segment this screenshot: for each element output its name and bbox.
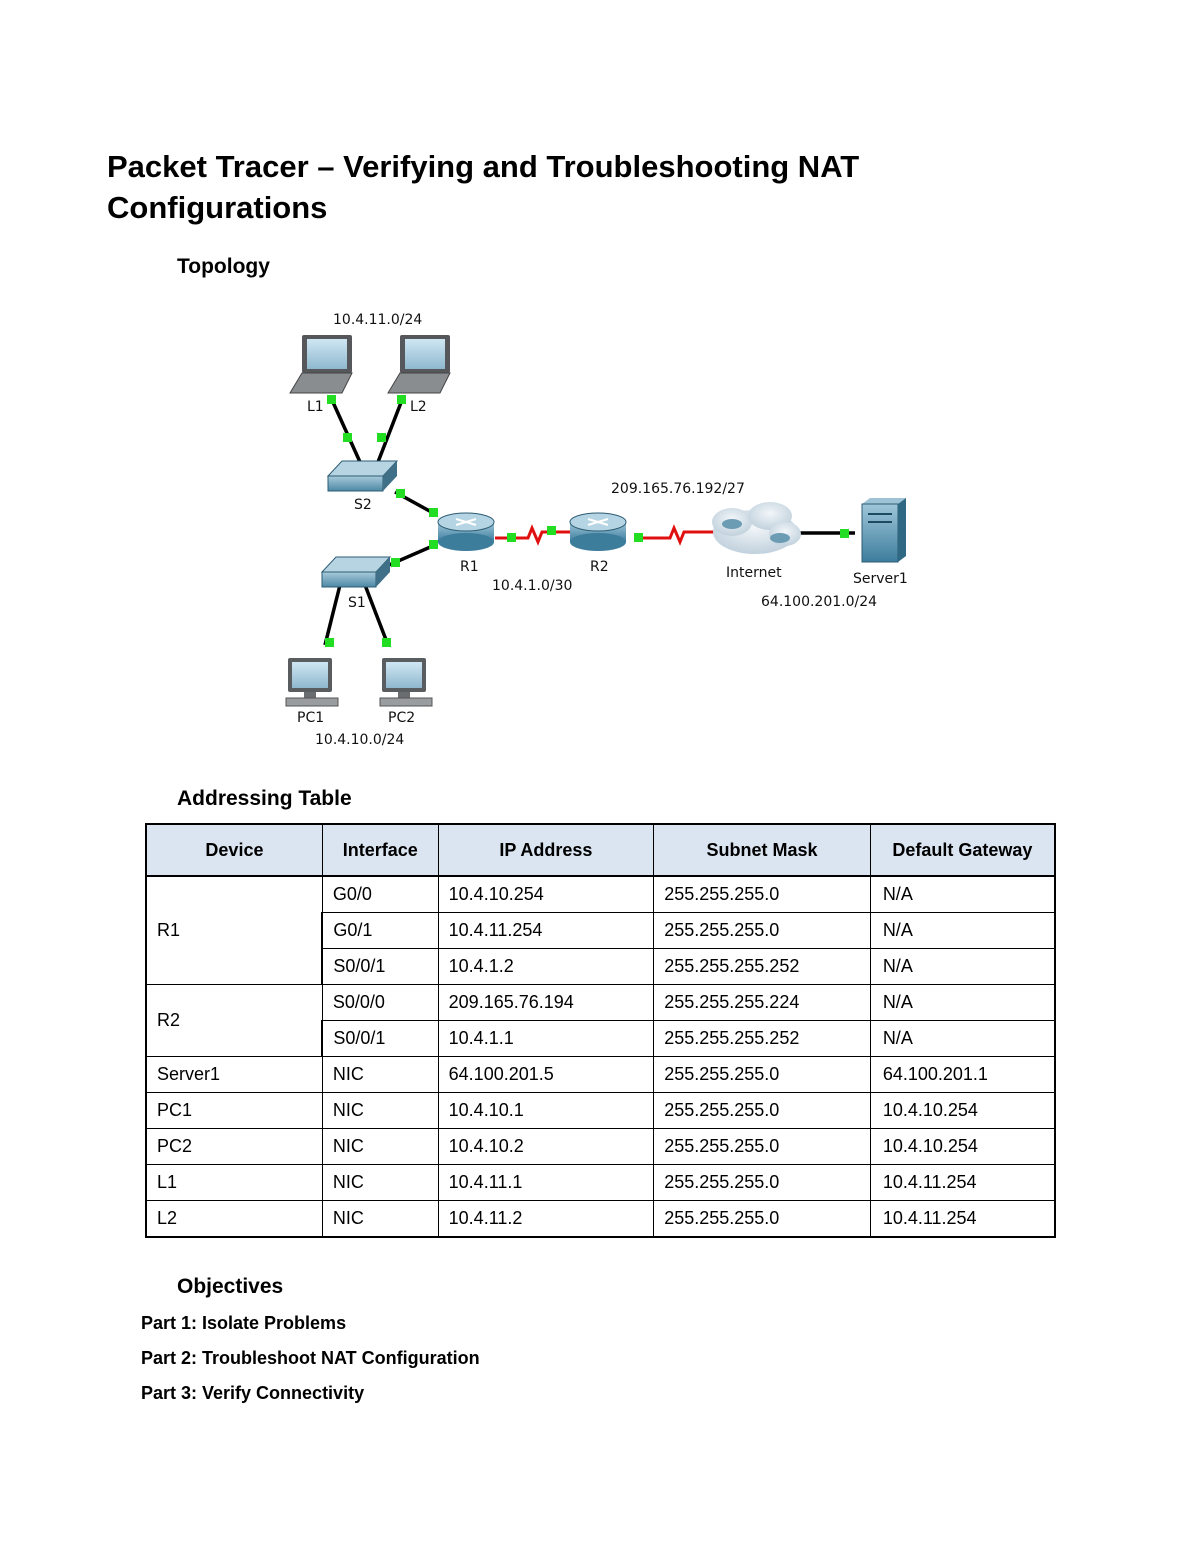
cell-device: Server1 [146, 1057, 322, 1093]
cell-device: L2 [146, 1201, 322, 1238]
col-header-gateway: Default Gateway [870, 824, 1055, 876]
table-row [146, 1201, 1055, 1238]
cell-gateway: N/A [870, 949, 1055, 985]
cell-interface: NIC [322, 1129, 438, 1165]
cell-gateway: 10.4.10.254 [870, 1129, 1055, 1165]
label-l2: L2 [410, 399, 427, 415]
cell-ip: 64.100.201.5 [438, 1057, 654, 1093]
cell-ip: 10.4.10.254 [438, 876, 654, 913]
cell-ip: 10.4.11.254 [438, 913, 654, 949]
cell-gateway: 10.4.10.254 [870, 1093, 1055, 1129]
switch-s1-icon [322, 557, 390, 587]
cell-ip: 10.4.11.2 [438, 1201, 654, 1238]
cell-ip: 10.4.10.1 [438, 1093, 654, 1129]
objectives-heading: Objectives [177, 1275, 284, 1298]
page-title: Packet Tracer – Verifying and Troubleshooting NAT Configurations [107, 149, 860, 225]
cell-interface: NIC [322, 1093, 438, 1129]
cell-device: PC2 [146, 1129, 322, 1165]
cell-ip: 10.4.1.1 [438, 1021, 654, 1057]
net-label-server: 64.100.201.0/24 [761, 594, 878, 610]
cell-interface: G0/1 [322, 913, 438, 949]
table-row [146, 1129, 1055, 1165]
server-icon [862, 498, 906, 562]
laptop-l2-icon [388, 335, 450, 393]
cell-interface: G0/0 [322, 876, 438, 913]
internet-cloud-icon [712, 502, 801, 554]
table-row [146, 1093, 1055, 1129]
cell-gateway: 10.4.11.254 [870, 1165, 1055, 1201]
cell-gateway: N/A [870, 1021, 1055, 1057]
addressing-table [145, 823, 1056, 1238]
table-row [146, 1057, 1055, 1093]
cell-gateway: N/A [870, 985, 1055, 1021]
col-header-ip: IP Address [438, 824, 654, 876]
cell-interface: NIC [322, 1165, 438, 1201]
cell-interface: S0/0/0 [322, 985, 438, 1021]
col-header-interface: Interface [322, 824, 438, 876]
label-r1: R1 [460, 559, 479, 575]
table-row [146, 985, 1055, 1021]
label-r2: R2 [590, 559, 609, 575]
objective-part-1: Part 1: Isolate Problems [141, 1313, 347, 1333]
net-label-lan-top: 10.4.11.0/24 [333, 312, 423, 328]
label-pc1: PC1 [297, 710, 325, 726]
label-s2: S2 [354, 497, 372, 513]
cell-ip: 10.4.1.2 [438, 949, 654, 985]
cell-mask: 255.255.255.252 [654, 949, 871, 985]
table-header-row [146, 824, 1055, 876]
cell-device: PC1 [146, 1093, 322, 1129]
cell-mask: 255.255.255.0 [654, 1165, 871, 1201]
cell-gateway: 64.100.201.1 [870, 1057, 1055, 1093]
pc1-icon [286, 658, 338, 706]
switch-s2-icon [328, 461, 397, 491]
net-label-wan: 209.165.76.192/27 [611, 481, 745, 497]
label-l1: L1 [307, 399, 324, 415]
laptop-l1-icon [290, 335, 352, 393]
cell-ip: 10.4.10.2 [438, 1129, 654, 1165]
table-row [146, 1165, 1055, 1201]
cell-interface: NIC [322, 1201, 438, 1238]
cell-ip: 10.4.11.1 [438, 1165, 654, 1201]
cell-mask: 255.255.255.0 [654, 1093, 871, 1129]
cell-interface: S0/0/1 [322, 1021, 438, 1057]
objective-part-3: Part 3: Verify Connectivity [141, 1383, 365, 1403]
col-header-mask: Subnet Mask [654, 824, 871, 876]
cell-mask: 255.255.255.0 [654, 1201, 871, 1238]
pc2-icon [380, 658, 432, 706]
objectives-list [141, 1312, 480, 1417]
router-r2-icon [570, 513, 626, 551]
router-r1-icon [438, 513, 494, 551]
net-label-link: 10.4.1.0/30 [492, 578, 573, 594]
cell-mask: 255.255.255.0 [654, 1057, 871, 1093]
cell-mask: 255.255.255.0 [654, 1129, 871, 1165]
topology-heading: Topology [177, 255, 270, 278]
label-server1: Server1 [853, 571, 908, 587]
cell-mask: 255.255.255.252 [654, 1021, 871, 1057]
cell-mask: 255.255.255.224 [654, 985, 871, 1021]
cell-device: R2 [146, 985, 322, 1057]
net-label-lan-bottom: 10.4.10.0/24 [315, 732, 405, 748]
cell-interface: NIC [322, 1057, 438, 1093]
label-s1: S1 [348, 595, 366, 611]
cell-mask: 255.255.255.0 [654, 913, 871, 949]
topology-diagram [270, 300, 930, 760]
addressing-table-heading: Addressing Table [177, 787, 352, 810]
cell-gateway: N/A [870, 913, 1055, 949]
cell-gateway: 10.4.11.254 [870, 1201, 1055, 1238]
col-header-device: Device [146, 824, 322, 876]
cell-interface: S0/0/1 [322, 949, 438, 985]
cell-ip: 209.165.76.194 [438, 985, 654, 1021]
cell-device: R1 [146, 876, 322, 985]
cell-device: L1 [146, 1165, 322, 1201]
label-pc2: PC2 [388, 710, 416, 726]
objective-part-2: Part 2: Troubleshoot NAT Configuration [141, 1348, 480, 1368]
cell-mask: 255.255.255.0 [654, 876, 871, 913]
cell-gateway: N/A [870, 876, 1055, 913]
table-row [146, 876, 1055, 913]
label-internet: Internet [726, 565, 782, 581]
